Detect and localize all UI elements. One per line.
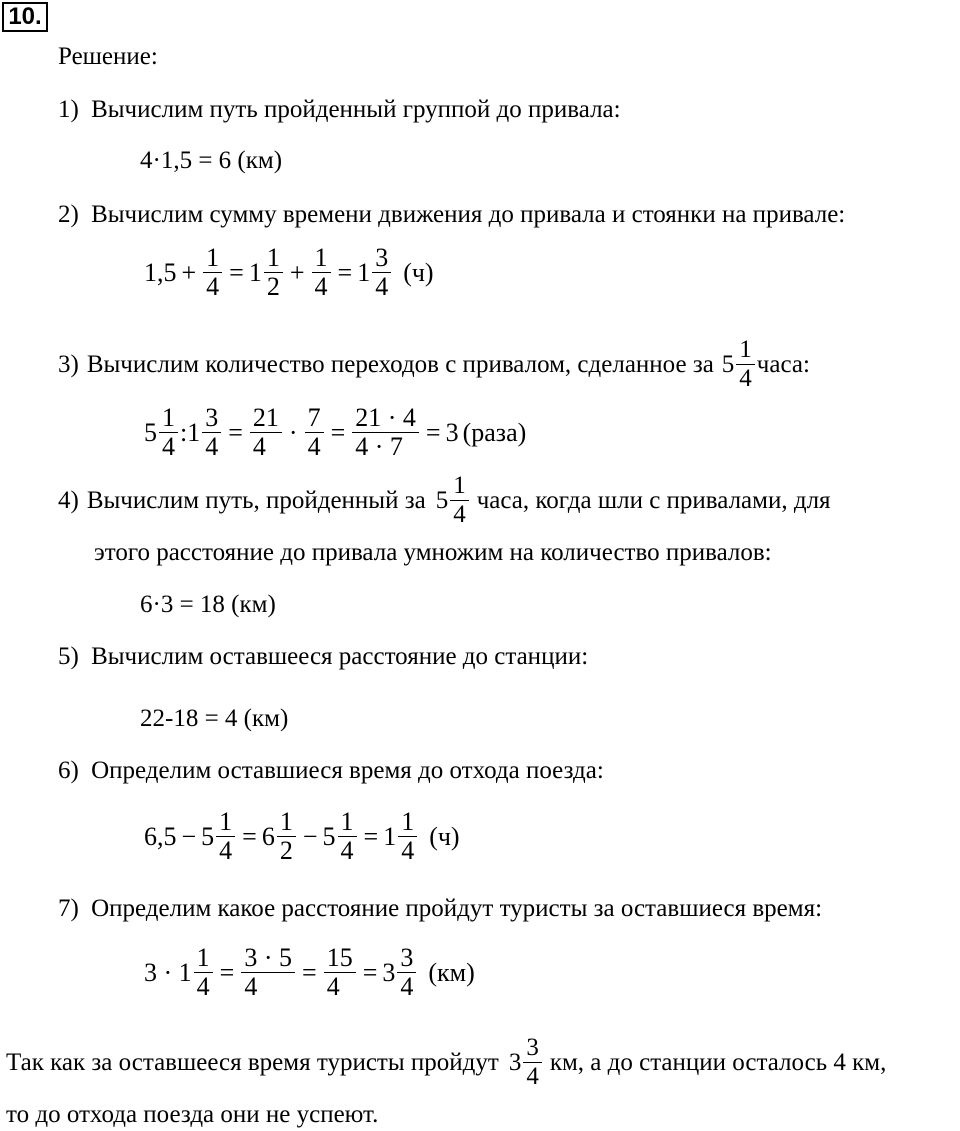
conclusion-line-1: Так как за оставшееся время туристы пройдут 3 $\frac{3}{4}$ км, а до станции осталось 4 км,: [6, 1034, 887, 1090]
step-text: Вычислим количество переходов с привалом, сделанное за: [86, 350, 714, 378]
formula-7: 3 · 1 $\frac{1}{4}$ = $\frac{3 \cdot 5}{4}$ = $\frac{15}{4}$ = 3 $\frac{3}{4}$ (км): [144, 943, 475, 1001]
fraction: $\frac{1}{4}$: [736, 336, 755, 393]
fraction: $\frac{1}{4}$: [216, 808, 235, 865]
step-4-line-2: этого расстояние до привала умножим на количество привалов:: [94, 539, 772, 566]
step-label: 6): [58, 757, 79, 784]
step-label: 5): [58, 643, 79, 670]
conclusion-line-2: то до отхода поезда они не успеют.: [6, 1101, 379, 1128]
step-text: Вычислим путь, пройденный за: [86, 486, 426, 514]
fraction: $\frac{3}{4}$: [202, 404, 221, 461]
step-label: 2): [58, 201, 79, 228]
fraction: $\frac{21 \cdot 4}{4 \cdot 7}$: [352, 404, 419, 461]
step-label: 4): [58, 486, 79, 514]
fraction: $\frac{3}{4}$: [523, 1034, 542, 1091]
step-2: [58, 200, 845, 230]
step-7: [58, 894, 822, 924]
fraction: $\frac{1}{4}$: [203, 244, 222, 301]
fraction: $\frac{3 \cdot 5}{4}$: [241, 944, 295, 1001]
step-1: [58, 95, 621, 125]
fraction: $\frac{1}{2}$: [277, 808, 296, 865]
step-text: Определим оставшиеся время до отхода поезда:: [91, 757, 604, 784]
problem-number: 10.: [2, 2, 48, 32]
step-label: 7): [58, 895, 79, 922]
fraction: $\frac{1}{4}$: [159, 404, 178, 461]
formula-1: 4·1,5 = 6 (км): [140, 147, 283, 174]
step-5: [58, 642, 588, 672]
formula-3: 5 $\frac{1}{4}$ : 1 $\frac{3}{4}$ = $\frac{21}{4}$ · $\frac{7}{4}$ = $\frac{21 \cdot 4}{4 \cdot 7}$ = 3 (раза): [144, 403, 527, 461]
step-text: Вычислим сумму времени движения до привала и стоянки на привале:: [91, 201, 846, 228]
step-text: Вычислим путь пройденный группой до привала:: [91, 96, 621, 123]
fraction: $\frac{1}{4}$: [450, 472, 469, 529]
fraction: $\frac{1}{4}$: [194, 944, 213, 1001]
fraction: $\frac{1}{4}$: [398, 808, 417, 865]
fraction: $\frac{21}{4}$: [250, 404, 282, 461]
formula-5: 22-18 = 4 (км): [140, 705, 289, 732]
formula-4: 6·3 = 18 (км): [140, 591, 276, 618]
fraction: $\frac{15}{4}$: [324, 944, 356, 1001]
fraction: $\frac{1}{4}$: [312, 244, 331, 301]
step-label: 3): [58, 350, 79, 378]
fraction: $\frac{1}{2}$: [264, 244, 283, 301]
step-4: 4) Вычислим путь, пройденный за 5 $\frac{1}{4}$ часа, когда шли с привалами, для: [58, 472, 831, 528]
solution-heading: Решение:: [58, 43, 158, 70]
formula-6: 6,5 − 5 $\frac{1}{4}$ = 6 $\frac{1}{2}$ − 5 $\frac{1}{4}$ = 1 $\frac{1}{4}$ (ч): [144, 807, 460, 865]
fraction: $\frac{3}{4}$: [372, 244, 391, 301]
fraction: $\frac{3}{4}$: [397, 944, 416, 1001]
fraction: $\frac{1}{4}$: [338, 808, 357, 865]
fraction: $\frac{7}{4}$: [305, 404, 324, 461]
step-6: [58, 756, 604, 786]
step-text: Вычислим оставшееся расстояние до станции:: [91, 643, 589, 670]
step-label: 1): [58, 96, 79, 123]
formula-2: 1,5 + $\frac{1}{4}$ = 1 $\frac{1}{2}$ + $\frac{1}{4}$ = 1 $\frac{3}{4}$ (ч): [144, 243, 434, 301]
step-text: Определим какое расстояние пройдут туристы за оставшиеся время:: [91, 895, 823, 922]
step-3: 3) Вычислим количество переходов с привалом, сделанное за 5 $\frac{1}{4}$ часа:: [58, 336, 810, 392]
